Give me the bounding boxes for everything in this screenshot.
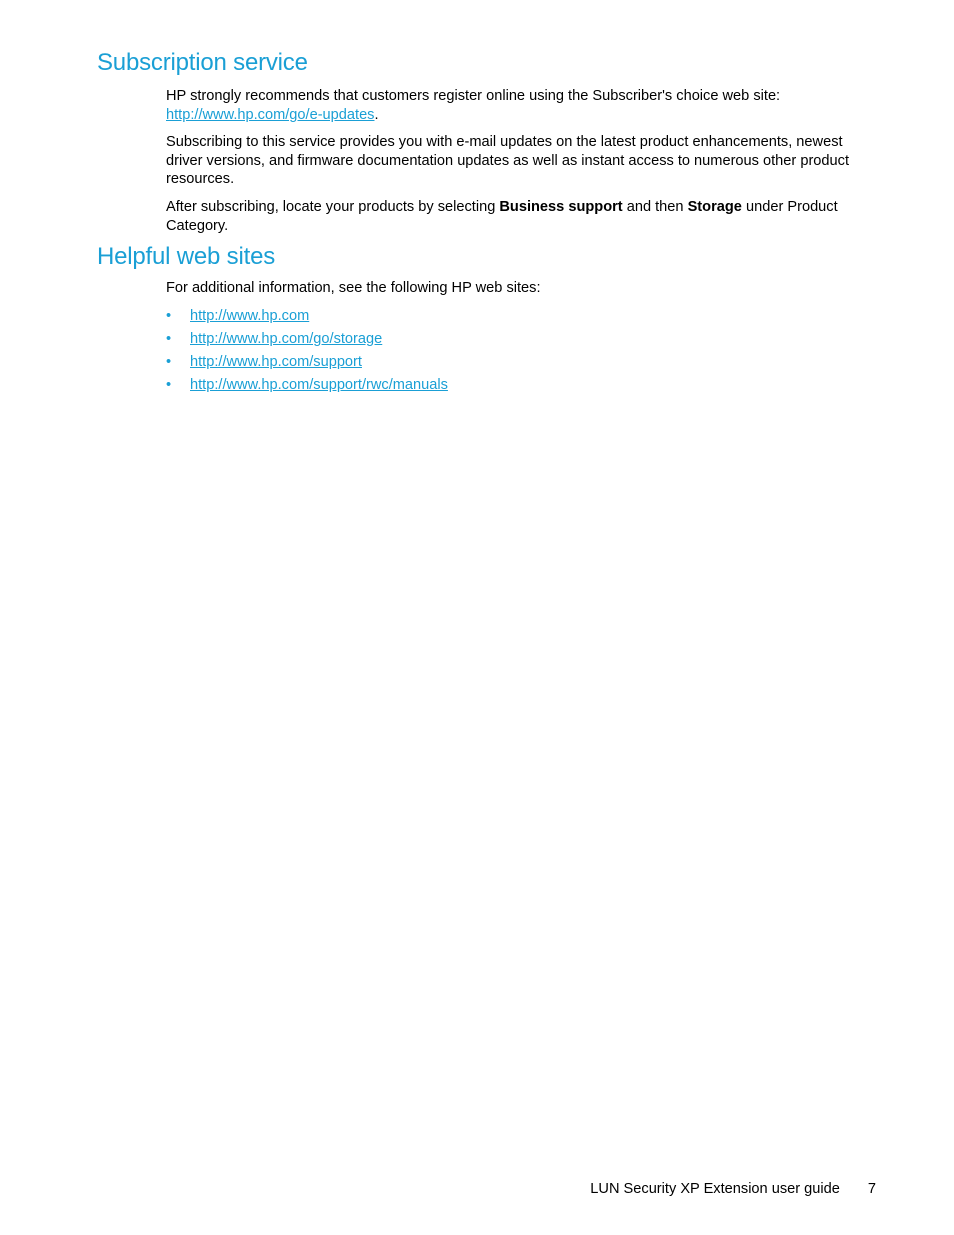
bullet-icon: • [166, 377, 172, 394]
helpful-links-list [166, 307, 871, 395]
bullet-icon: • [166, 330, 172, 347]
helpful-intro: For additional information, see the following HP web sites: [166, 280, 541, 296]
subscription-paragraph-3-b: and then [622, 198, 688, 215]
hp-storage-link[interactable]: http://www.hp.com/go/storage [190, 330, 383, 347]
business-support-bold: Business support [499, 198, 623, 215]
helpful-body [166, 279, 871, 399]
bullet-icon: • [166, 353, 172, 370]
e-updates-link[interactable]: http://www.hp.com/go/e-updates [166, 106, 375, 123]
subscription-paragraph-3-c: under Product Category. [166, 198, 838, 234]
heading-helpful-web-sites: Helpful web sites [97, 243, 276, 270]
subscription-paragraph-1-text: HP strongly recommends that customers register online using the Subscriber's choice web site: [166, 88, 781, 104]
subscription-paragraph-3-a: After subscribing, locate your products by selecting [166, 198, 500, 215]
footer-page-number: 7 [867, 1181, 876, 1197]
page-footer [560, 1180, 876, 1198]
subscription-paragraph-3 [166, 198, 871, 235]
subscription-body [166, 87, 871, 244]
footer-document-title: LUN Security XP Extension user guide [590, 1181, 840, 1197]
hp-manuals-link[interactable]: http://www.hp.com/support/rwc/manuals [190, 377, 448, 394]
subscription-paragraph-1 [166, 87, 871, 124]
hp-support-link[interactable]: http://www.hp.com/support [190, 353, 362, 370]
subscription-paragraph-2: Subscribing to this service provides you with e-mail updates on the latest product enhancements, newest driver versions, and firmware documentation updates as well as instant access to numerous other product resources. [166, 134, 850, 188]
heading-subscription-service: Subscription service [97, 49, 308, 76]
hp-home-link[interactable]: http://www.hp.com [190, 307, 310, 324]
storage-bold: Storage [687, 198, 742, 215]
subscription-paragraph-1-end: . [374, 106, 379, 123]
list-item [166, 307, 871, 326]
list-item [166, 376, 871, 395]
list-item [166, 353, 871, 372]
list-item [166, 330, 871, 349]
bullet-icon: • [166, 307, 172, 324]
